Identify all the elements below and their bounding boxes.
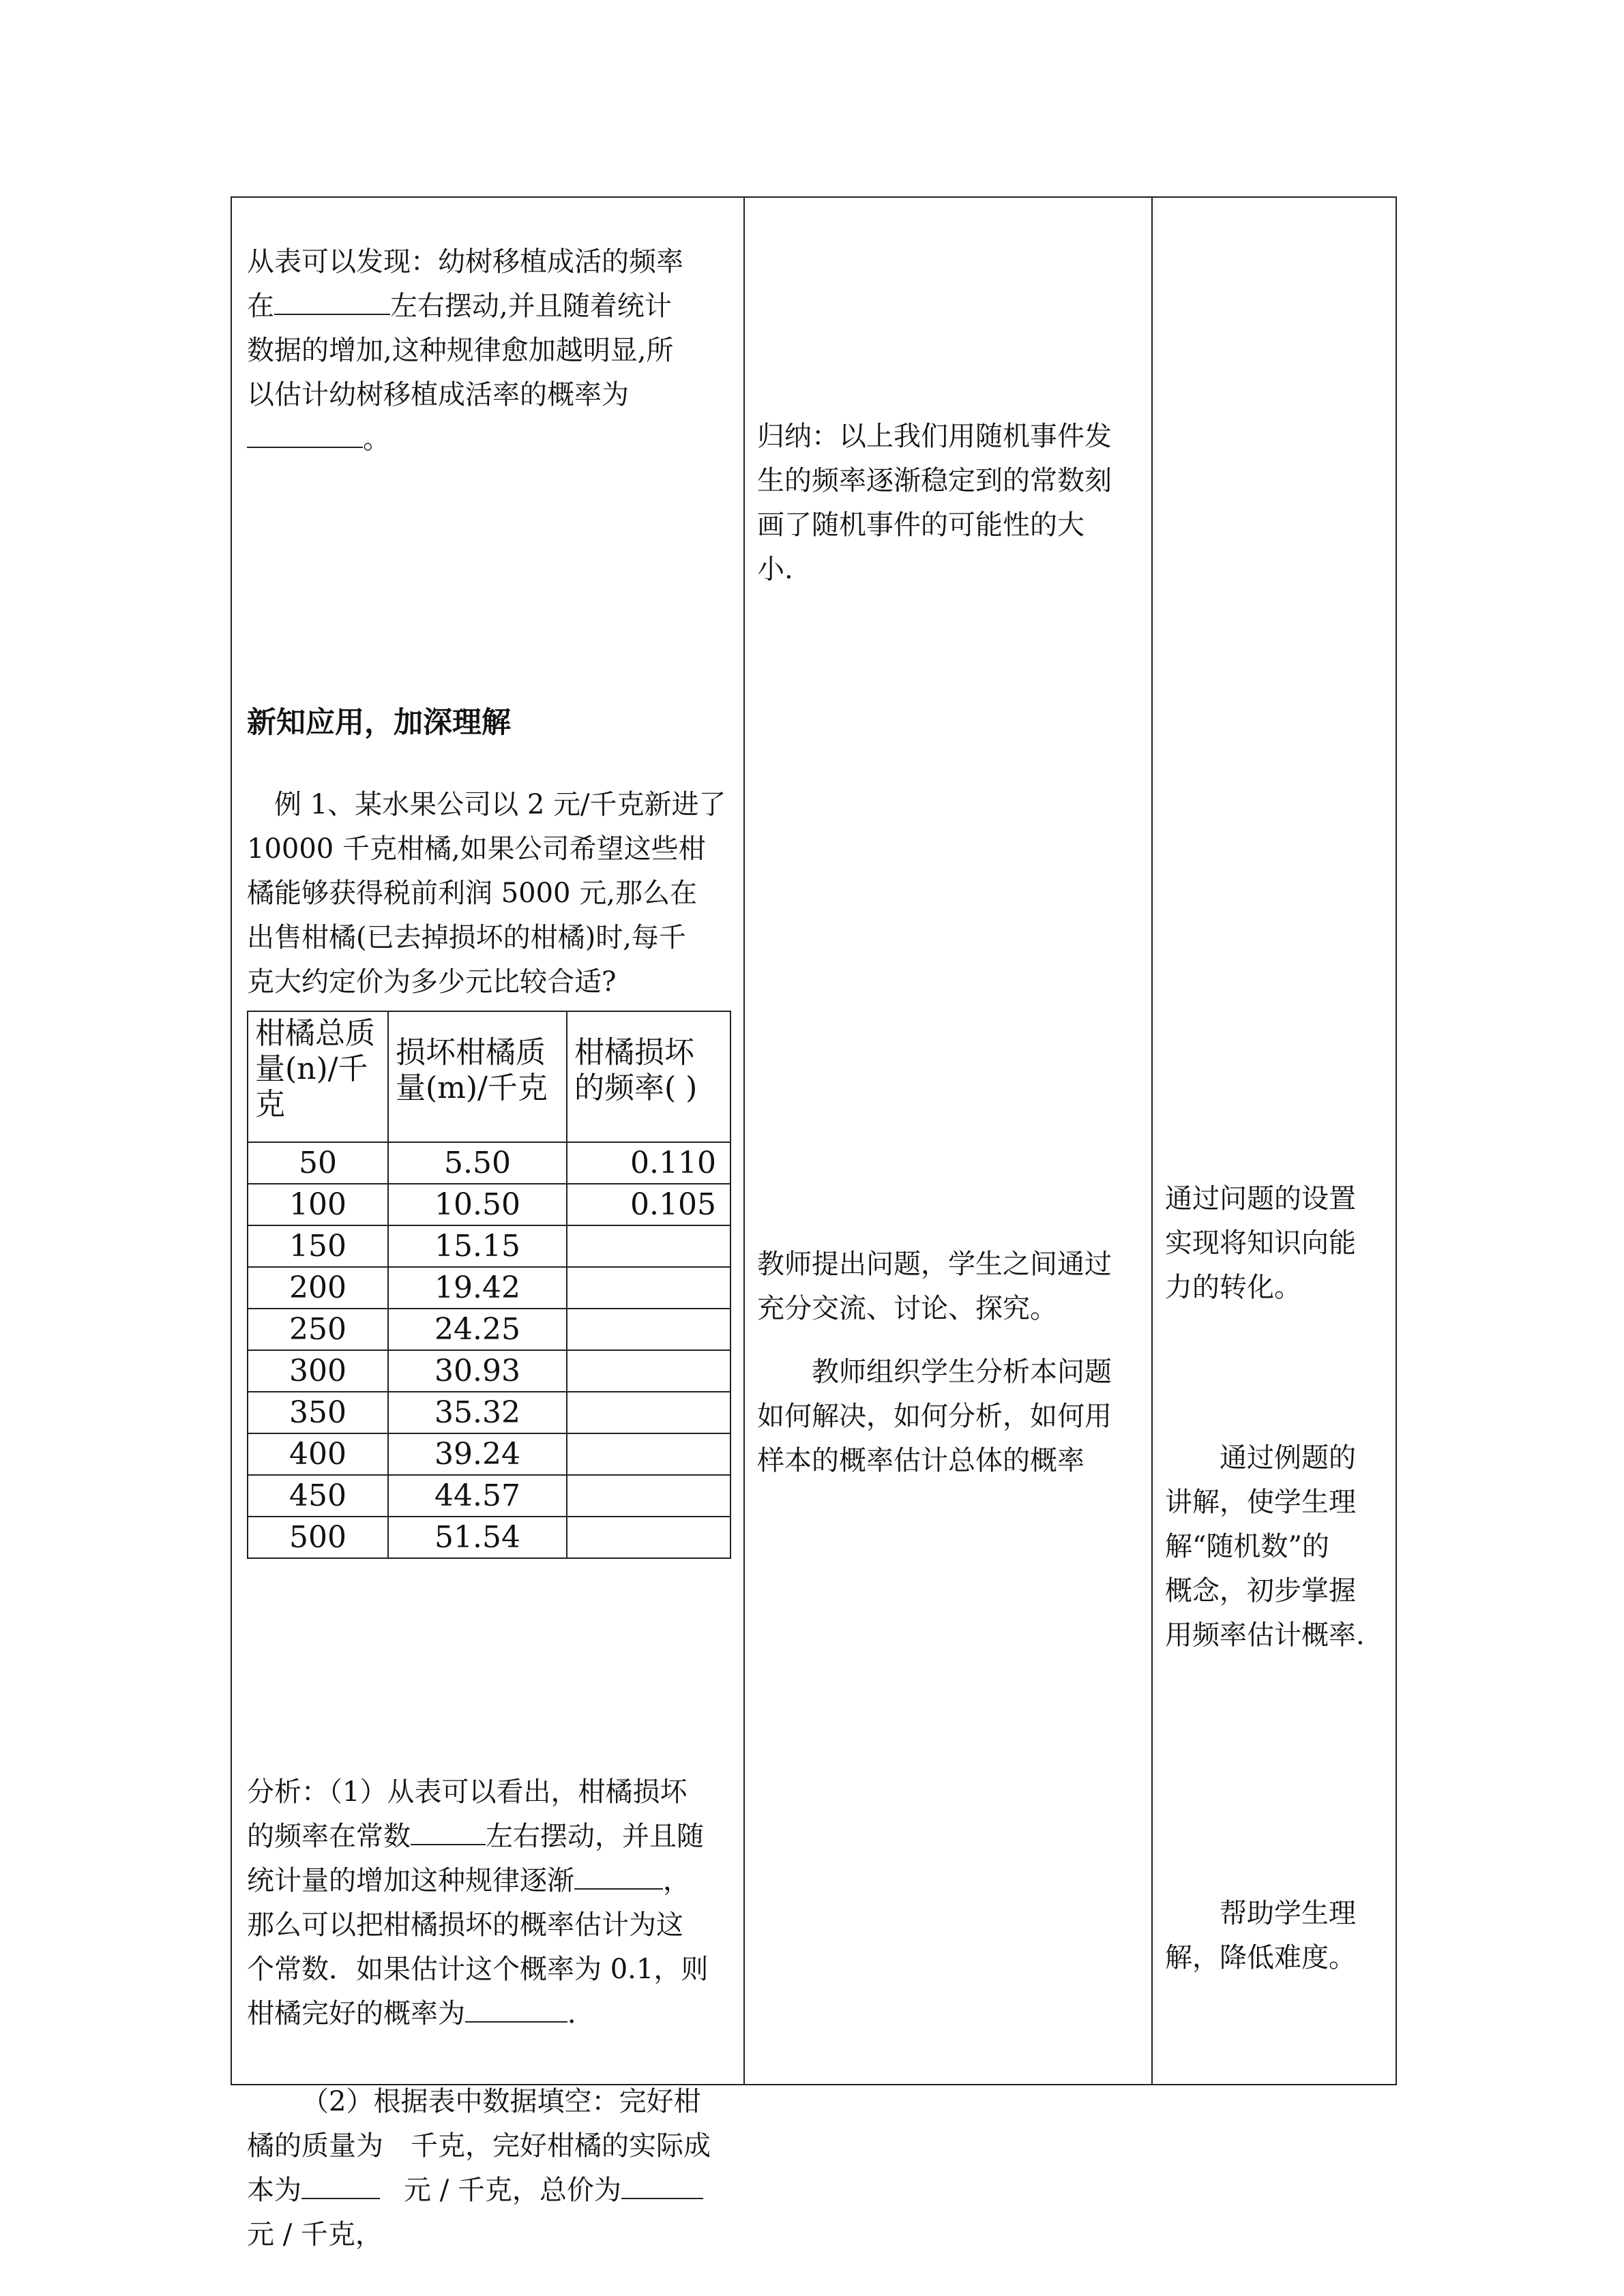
cell-damage-frequency xyxy=(567,1392,730,1433)
frequency-paragraph: 从表可以发现：幼树移植成活的频率 在 左右摆动,并且随着统计 数据的增加,这种规律愈加越明显,所 以估计幼树移植成活率的概率为 。 xyxy=(247,246,683,455)
example-problem: 例 1、某水果公司以 2 元/千克新进了 10000 千克柑橘,如果公司希望这些柑 橘能够获得税前利润 5000 元,那么在 出售柑橘(已去掉损坏的柑橘)时,每千 克大约定价为多少元比较合适? xyxy=(247,789,726,998)
cell-total-mass: 150 xyxy=(248,1225,388,1267)
design-intent-note-1: 通过问题的设置 实现将知识向能 力的转化。 xyxy=(1165,1183,1356,1303)
cell-total-mass: 350 xyxy=(248,1392,388,1433)
column-divider-2 xyxy=(1151,198,1153,2084)
answer-blank xyxy=(574,1865,663,1890)
cell-damaged-mass: 10.50 xyxy=(388,1184,567,1225)
table-row xyxy=(248,1267,730,1309)
header-total-mass: 柑橘总质 量(n)/千 克 xyxy=(248,1011,388,1142)
part2-paragraph: （2）根据表中数据填空：完好柑 橘的质量为 千克，完好柑橘的实际成 本为 元 / 千克，总价为 元 / 千克， xyxy=(247,2086,711,2250)
answer-blank xyxy=(621,2175,703,2199)
cell-damage-frequency xyxy=(567,1475,730,1517)
cell-damaged-mass: 24.25 xyxy=(388,1309,567,1350)
cell-total-mass: 200 xyxy=(248,1267,388,1309)
cell-total-mass: 400 xyxy=(248,1433,388,1475)
cell-damaged-mass: 39.24 xyxy=(388,1433,567,1475)
answer-blank xyxy=(301,2175,380,2199)
cell-total-mass: 500 xyxy=(248,1517,388,1558)
cell-damaged-mass: 51.54 xyxy=(388,1517,567,1558)
header-damage-frequency: 柑橘损坏 的频率( ) xyxy=(567,1011,730,1142)
cell-total-mass: 450 xyxy=(248,1475,388,1517)
cell-total-mass: 100 xyxy=(248,1184,388,1225)
table-header-row xyxy=(248,1011,730,1142)
table-row xyxy=(248,1184,730,1225)
cell-damage-frequency xyxy=(567,1433,730,1475)
cell-damage-frequency xyxy=(567,1517,730,1558)
table-row xyxy=(248,1433,730,1475)
cell-damaged-mass: 19.42 xyxy=(388,1267,567,1309)
table-row xyxy=(248,1517,730,1558)
design-intent-note-2: 通过例题的 讲解，使学生理 解“随机数”的 概念，初步掌握 用频率估计概率. xyxy=(1165,1442,1365,1651)
cell-damage-frequency xyxy=(567,1350,730,1392)
analysis-paragraph: 分析：（1）从表可以看出，柑橘损坏 的频率在常数 左右摆动，并且随 统计量的增加这种规律逐渐 ， 那么可以把柑橘损坏的概率估计为这 个常数．如果估计这个概率为 0.1，则 柑橘完好的概率为 ． xyxy=(247,1776,709,2029)
answer-blank xyxy=(411,1821,486,1845)
table-row xyxy=(248,1142,730,1184)
table-row xyxy=(248,1350,730,1392)
answer-blank xyxy=(465,1998,567,2023)
table-row xyxy=(248,1225,730,1267)
cell-total-mass: 50 xyxy=(248,1142,388,1184)
cell-damaged-mass: 44.57 xyxy=(388,1475,567,1517)
cell-damage-frequency: 0.110 xyxy=(567,1142,730,1184)
header-damaged-mass: 损坏柑橘质 量(m)/千克 xyxy=(388,1011,567,1142)
section-heading: 新知应用，加深理解 xyxy=(247,706,511,740)
cell-damaged-mass: 15.15 xyxy=(388,1225,567,1267)
table-row xyxy=(248,1475,730,1517)
answer-blank xyxy=(274,290,390,315)
teacher-question-note: 教师提出问题，学生之间通过 充分交流、讨论、探究。 xyxy=(757,1249,1112,1324)
lesson-plan-table xyxy=(231,196,1397,2250)
design-intent-note-3: 帮助学生理 解，降低难度。 xyxy=(1165,1898,1356,1973)
orange-damage-table xyxy=(247,1011,731,1559)
cell-damage-frequency xyxy=(567,1225,730,1267)
cell-damaged-mass: 30.93 xyxy=(388,1350,567,1392)
summary-paragraph: 归纳：以上我们用随机事件发 生的频率逐渐稳定到的常数刻 画了随机事件的可能性的大 小. xyxy=(757,421,1112,585)
cell-damage-frequency xyxy=(567,1267,730,1309)
teacher-guidance-note: 教师组织学生分析本问题 如何解决，如何分析，如何用 样本的概率估计总体的概率 xyxy=(757,1356,1112,1476)
table-row xyxy=(248,1309,730,1350)
cell-damaged-mass: 35.32 xyxy=(388,1392,567,1433)
cell-damaged-mass: 5.50 xyxy=(388,1142,567,1184)
column-divider-1 xyxy=(743,198,745,2084)
cell-total-mass: 250 xyxy=(248,1309,388,1350)
table-row xyxy=(248,1392,730,1433)
cell-total-mass: 300 xyxy=(248,1350,388,1392)
answer-blank xyxy=(247,423,363,448)
cell-damage-frequency xyxy=(567,1309,730,1350)
cell-damage-frequency: 0.105 xyxy=(567,1184,730,1225)
